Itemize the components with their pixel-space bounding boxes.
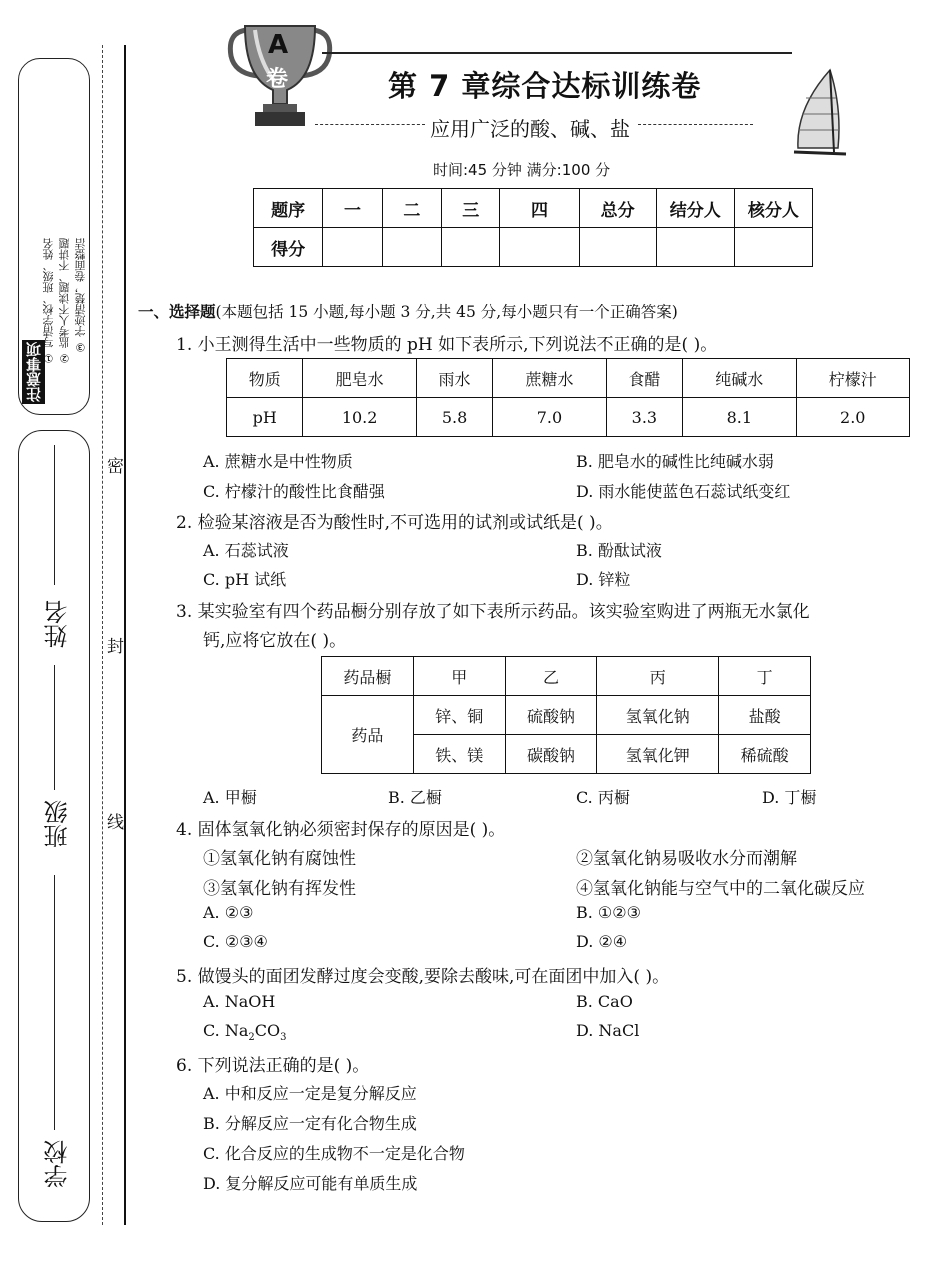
score-cell[interactable] bbox=[500, 228, 579, 267]
q5-option-c[interactable] bbox=[203, 1021, 287, 1043]
subtitle-rule-right bbox=[638, 124, 753, 125]
school-label: 学校 bbox=[44, 1140, 72, 1188]
notice-line-2: ② 监考人不读题、不讲题 bbox=[58, 238, 71, 365]
score-header-cell: 结分人 bbox=[656, 189, 734, 228]
score-header-cell: 一 bbox=[323, 189, 382, 228]
question-5-stem: 5. 做馒头的面团发酵过度会变酸,要除去酸味,可在面团中加入( )。 bbox=[176, 967, 670, 987]
subtitle-rule-left bbox=[315, 124, 425, 125]
volume-badge-a: A bbox=[268, 30, 289, 60]
table-row bbox=[227, 359, 910, 398]
q6-option-d[interactable]: D. 复分解反应可能有单质生成 bbox=[203, 1174, 418, 1193]
class-line bbox=[54, 665, 55, 790]
header-top-rule bbox=[322, 52, 792, 54]
q3-option-a[interactable]: A. 甲橱 bbox=[203, 788, 257, 807]
q1-option-a[interactable]: A. 蔗糖水是中性物质 bbox=[203, 452, 353, 471]
class-label: 班级 bbox=[44, 800, 72, 848]
table-cell: 2.0 bbox=[796, 398, 909, 437]
table-cell: 物质 bbox=[227, 359, 303, 398]
table-cell: 3.3 bbox=[606, 398, 682, 437]
score-header-cell: 总分 bbox=[579, 189, 656, 228]
seal-char-xian: 线 bbox=[107, 808, 124, 833]
table-cell: 稀硫酸 bbox=[719, 735, 811, 774]
score-cell[interactable] bbox=[323, 228, 382, 267]
q3-cabinet-table bbox=[321, 656, 811, 774]
table-row bbox=[227, 398, 910, 437]
score-cell[interactable] bbox=[442, 228, 500, 267]
q6-option-c[interactable]: C. 化合反应的生成物不一定是化合物 bbox=[203, 1144, 465, 1163]
q2-option-d[interactable]: D. 锌粒 bbox=[576, 570, 631, 589]
score-header-cell: 题序 bbox=[254, 189, 323, 228]
notice-line-3: ③ 字迹清楚，卷面整洁 bbox=[74, 238, 87, 354]
q1-option-c[interactable]: C. 柠檬汁的酸性比食醋强 bbox=[203, 482, 385, 501]
q2-option-a[interactable]: A. 石蕊试液 bbox=[203, 541, 289, 560]
q2-option-b[interactable]: B. 酚酞试液 bbox=[576, 541, 662, 560]
name-label: 姓名 bbox=[44, 600, 72, 648]
question-4-stem: 4. 固体氢氧化钠必须密封保存的原因是( )。 bbox=[176, 820, 506, 840]
time-score-info: 时间:45 分钟 满分:100 分 bbox=[433, 161, 611, 179]
table-cell: 乙 bbox=[505, 657, 597, 696]
notice-line-1: ① 写清学校、班级、姓名 bbox=[42, 238, 55, 365]
question-1-stem: 1. 小王测得生活中一些物质的 pH 如下表所示,下列说法不正确的是( )。 bbox=[176, 335, 718, 355]
q4-option-c[interactable]: C. ②③④ bbox=[203, 932, 268, 951]
table-cell: 纯碱水 bbox=[683, 359, 796, 398]
score-cell[interactable] bbox=[579, 228, 656, 267]
table-cell: 5.8 bbox=[416, 398, 492, 437]
table-cell: 雨水 bbox=[416, 359, 492, 398]
score-header-cell: 核分人 bbox=[734, 189, 812, 228]
table-cell: 肥皂水 bbox=[303, 359, 416, 398]
q3-option-c[interactable]: C. 丙橱 bbox=[576, 788, 630, 807]
q4-option-d[interactable]: D. ②④ bbox=[576, 932, 628, 951]
subscript: 2 bbox=[248, 1032, 255, 1044]
q4-statement-1: ①氢氧化钠有腐蚀性 bbox=[203, 849, 356, 869]
table-cell: 铁、镁 bbox=[413, 735, 505, 774]
question-2-stem: 2. 检验某溶液是否为酸性时,不可选用的试剂或试纸是( )。 bbox=[176, 513, 613, 533]
table-row bbox=[322, 696, 811, 735]
seal-char-feng: 封 bbox=[107, 632, 124, 657]
table-cell: 丙 bbox=[597, 657, 719, 696]
table-cell: 盐酸 bbox=[719, 696, 811, 735]
q5-option-d[interactable]: D. NaCl bbox=[576, 1021, 640, 1040]
table-cell: 药品 bbox=[322, 696, 414, 774]
q1-ph-table bbox=[226, 358, 910, 437]
score-header-cell: 四 bbox=[500, 189, 579, 228]
volume-badge-juan: 卷 bbox=[266, 67, 289, 92]
table-cell: 锌、铜 bbox=[413, 696, 505, 735]
q5-option-a[interactable]: A. NaOH bbox=[203, 992, 276, 1011]
table-cell: 食醋 bbox=[606, 359, 682, 398]
table-cell: 氢氧化钠 bbox=[597, 696, 719, 735]
cut-dashed-line bbox=[102, 45, 103, 1225]
score-table-header-row bbox=[254, 189, 813, 228]
table-cell: 7.0 bbox=[493, 398, 606, 437]
q4-option-b[interactable]: B. ①②③ bbox=[576, 903, 641, 922]
score-table-score-row bbox=[254, 228, 813, 267]
q5-option-b[interactable]: B. CaO bbox=[576, 992, 633, 1011]
score-header-cell: 三 bbox=[442, 189, 500, 228]
question-6-stem: 6. 下列说法正确的是( )。 bbox=[176, 1056, 370, 1076]
q4-statement-3: ③氢氧化钠有挥发性 bbox=[203, 879, 356, 899]
table-cell: 药品橱 bbox=[322, 657, 414, 696]
sailboat-icon bbox=[790, 68, 850, 160]
q3-option-b[interactable]: B. 乙橱 bbox=[388, 788, 442, 807]
q5-option-c-mid: CO bbox=[254, 1021, 281, 1040]
score-cell[interactable] bbox=[656, 228, 734, 267]
table-cell: 8.1 bbox=[683, 398, 796, 437]
q3-option-d[interactable]: D. 丁橱 bbox=[762, 788, 817, 807]
q1-option-d[interactable]: D. 雨水能使蓝色石蕊试纸变红 bbox=[576, 482, 791, 501]
section-label: 一、选择题 bbox=[138, 303, 216, 321]
table-cell: 碳酸钠 bbox=[505, 735, 597, 774]
table-cell: 氢氧化钾 bbox=[597, 735, 719, 774]
page-title: 第 7 章综合达标训练卷 bbox=[388, 69, 702, 103]
school-line bbox=[54, 875, 55, 1130]
table-cell: 柠檬汁 bbox=[796, 359, 909, 398]
score-header-cell: 二 bbox=[382, 189, 441, 228]
table-cell: 硫酸钠 bbox=[505, 696, 597, 735]
section-heading bbox=[138, 300, 678, 322]
question-3-stem-line-2: 钙,应将它放在( )。 bbox=[203, 631, 347, 651]
table-cell: 甲 bbox=[413, 657, 505, 696]
notice-title: 注意事项 bbox=[22, 340, 45, 404]
q4-statement-2: ②氢氧化钠易吸收水分而潮解 bbox=[576, 849, 797, 869]
table-row bbox=[322, 657, 811, 696]
section-description: (本题包括 15 小题,每小题 3 分,共 45 分,每小题只有一个正确答案) bbox=[215, 303, 678, 321]
q1-option-b[interactable]: B. 肥皂水的碱性比纯碱水弱 bbox=[576, 452, 774, 471]
subscript: 3 bbox=[280, 1032, 287, 1044]
name-line bbox=[54, 445, 55, 585]
score-cell[interactable] bbox=[382, 228, 441, 267]
score-row-label: 得分 bbox=[254, 228, 323, 267]
score-cell[interactable] bbox=[734, 228, 812, 267]
page-subtitle: 应用广泛的酸、碱、盐 bbox=[430, 117, 630, 141]
table-cell: 丁 bbox=[719, 657, 811, 696]
q2-option-c[interactable]: C. pH 试纸 bbox=[203, 570, 287, 589]
q6-option-b[interactable]: B. 分解反应一定有化合物生成 bbox=[203, 1114, 417, 1133]
score-table bbox=[253, 188, 813, 267]
q6-option-a[interactable]: A. 中和反应一定是复分解反应 bbox=[203, 1084, 417, 1103]
q5-option-c-prefix: C. Na bbox=[203, 1021, 249, 1040]
question-3-stem-line-1: 3. 某实验室有四个药品橱分别存放了如下表所示药品。该实验室购进了两瓶无水氯化 bbox=[176, 602, 810, 622]
seal-char-mi: 密 bbox=[107, 452, 124, 477]
q4-statement-4: ④氢氧化钠能与空气中的二氧化碳反应 bbox=[576, 879, 865, 899]
table-cell: 10.2 bbox=[303, 398, 416, 437]
q4-option-a[interactable]: A. ②③ bbox=[203, 903, 254, 922]
binding-solid-line bbox=[124, 45, 126, 1225]
table-cell: pH bbox=[227, 398, 303, 437]
table-cell: 蔗糖水 bbox=[493, 359, 606, 398]
